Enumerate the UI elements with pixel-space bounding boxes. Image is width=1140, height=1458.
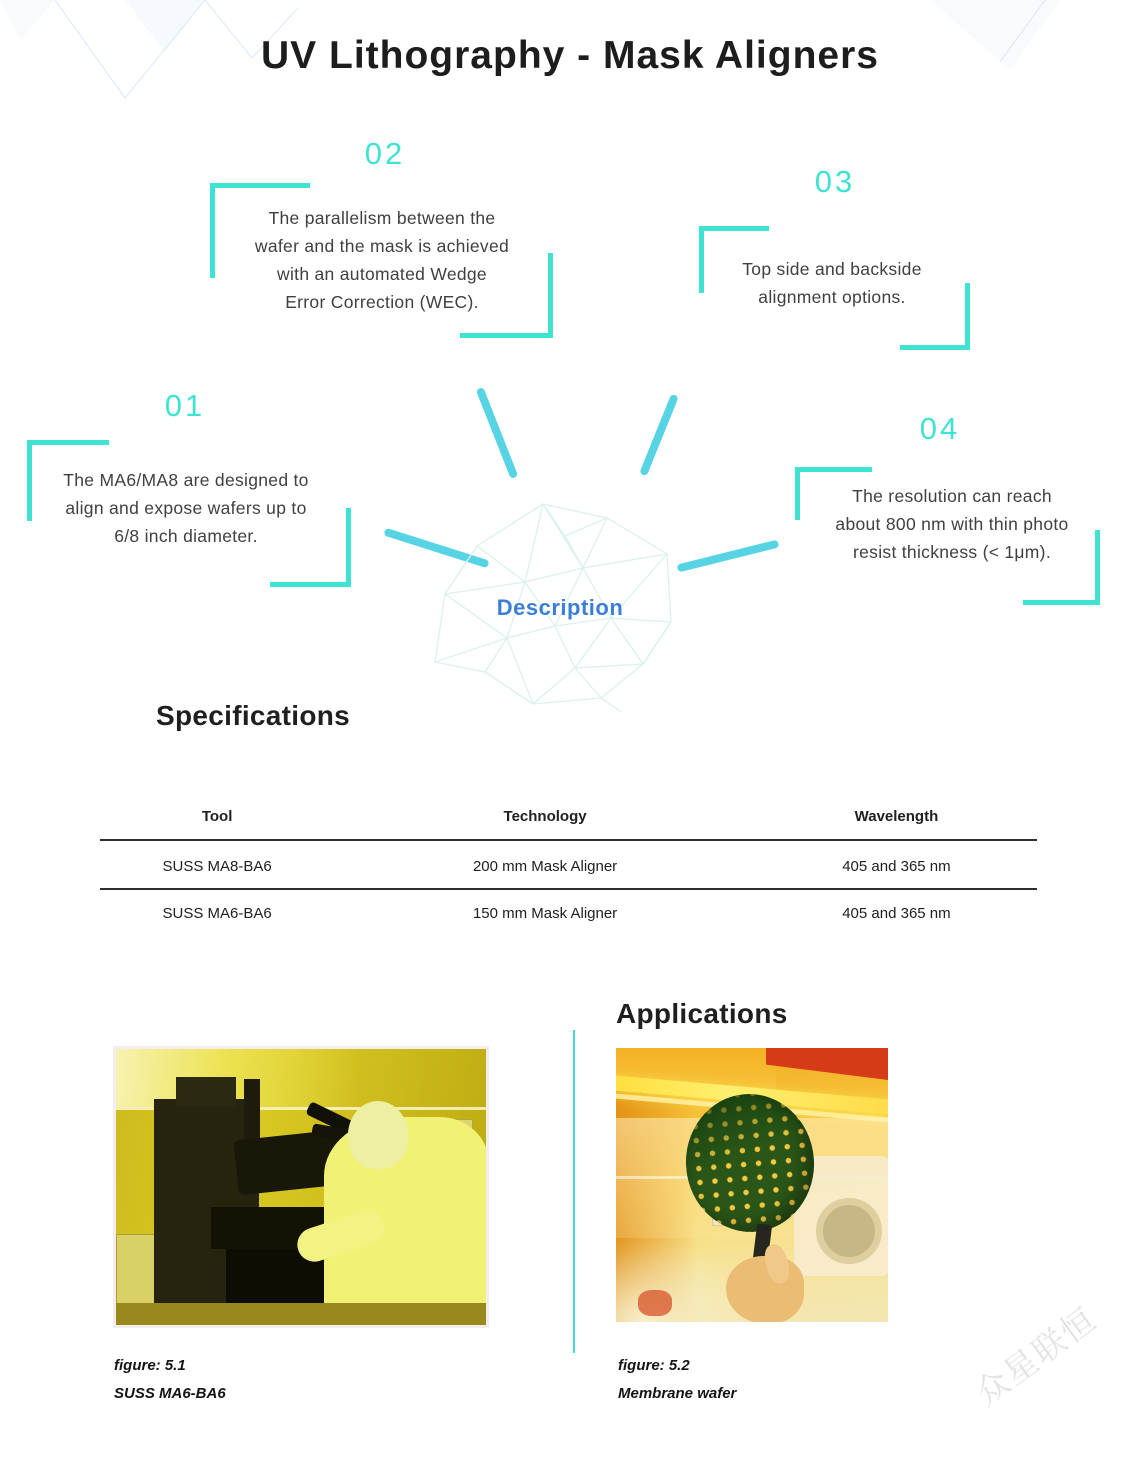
- table-cell-wavelength: 405 and 365 nm: [842, 905, 951, 922]
- callout-01-line: 6/8 inch diameter.: [114, 526, 258, 546]
- figure-5-2-caption-line2: Membrane wafer: [618, 1385, 737, 1402]
- table-cell-tool: SUSS MA6-BA6: [162, 905, 272, 922]
- specifications-heading: Specifications: [156, 700, 351, 731]
- table-header-tool: Tool: [201, 808, 233, 825]
- callout-01-number: 01: [164, 388, 206, 423]
- callout-02-line: with an automated Wedge: [277, 264, 487, 284]
- callout-03-number: 03: [814, 164, 856, 199]
- callout-01-line: The MA6/MA8 are designed to: [63, 470, 309, 490]
- table-cell-wavelength: 405 and 365 nm: [842, 858, 951, 875]
- watermark-text: 众星联恒: [968, 1299, 1104, 1413]
- table-header-wavelength: Wavelength: [854, 808, 939, 825]
- callout-02-line: The parallelism between the: [268, 208, 496, 228]
- description-label: Description: [496, 595, 624, 620]
- figure-5-2-photo: [616, 1048, 888, 1322]
- callout-04-number: 04: [919, 411, 961, 446]
- figure-5-1-photo: [113, 1046, 489, 1328]
- photo2-red-object: [638, 1290, 672, 1316]
- photo2-hand: [726, 1256, 804, 1322]
- table-header-row: [100, 808, 1037, 841]
- figure-5-2-caption-line1: figure: 5.2: [618, 1357, 690, 1374]
- callout-02-text: [222, 204, 542, 316]
- callout-03-line: alignment options.: [758, 287, 906, 307]
- photo1-operator-head: [348, 1101, 408, 1169]
- connector-line-03: [639, 394, 679, 477]
- callout-03-text: [712, 255, 952, 311]
- table-cell-tool: SUSS MA8-BA6: [162, 858, 272, 875]
- applications-heading: Applications: [616, 998, 788, 1029]
- callout-02-line: Error Correction (WEC).: [285, 292, 479, 312]
- figures-divider-line: [573, 1030, 575, 1353]
- photo1-machine-top: [176, 1077, 236, 1107]
- callout-01-line: align and expose wafers up to: [65, 498, 307, 518]
- callout-01-text: [28, 466, 344, 550]
- table-row: [100, 841, 1037, 890]
- table-row: [100, 890, 1037, 922]
- figure-5-2-caption: [618, 1352, 736, 1408]
- photo2-appliance-door: [816, 1198, 882, 1264]
- callout-03-line: Top side and backside: [742, 259, 922, 279]
- callout-02-line: wafer and the mask is achieved: [254, 236, 510, 256]
- figure-5-1-caption-line1: figure: 5.1: [114, 1357, 186, 1374]
- table-cell-technology: 200 mm Mask Aligner: [472, 858, 618, 875]
- callout-04-line: resist thickness (< 1μm).: [853, 542, 1051, 562]
- page-title: UV Lithography - Mask Aligners: [261, 34, 879, 77]
- connector-line-02: [476, 387, 519, 479]
- callout-04-text: [802, 482, 1102, 566]
- photo2-red-panel: [766, 1048, 888, 1080]
- table-cell-technology: 150 mm Mask Aligner: [472, 905, 618, 922]
- callout-04-line: about 800 nm with thin photo: [835, 514, 1069, 534]
- callout-04-line: The resolution can reach: [852, 486, 1052, 506]
- specifications-table: [100, 808, 1037, 922]
- figure-5-1-caption-line2: SUSS MA6-BA6: [114, 1385, 226, 1402]
- table-header-technology: Technology: [503, 808, 587, 825]
- callout-02-number: 02: [364, 136, 406, 171]
- photo1-floor-band: [116, 1303, 486, 1325]
- figure-5-1-caption: [114, 1352, 226, 1408]
